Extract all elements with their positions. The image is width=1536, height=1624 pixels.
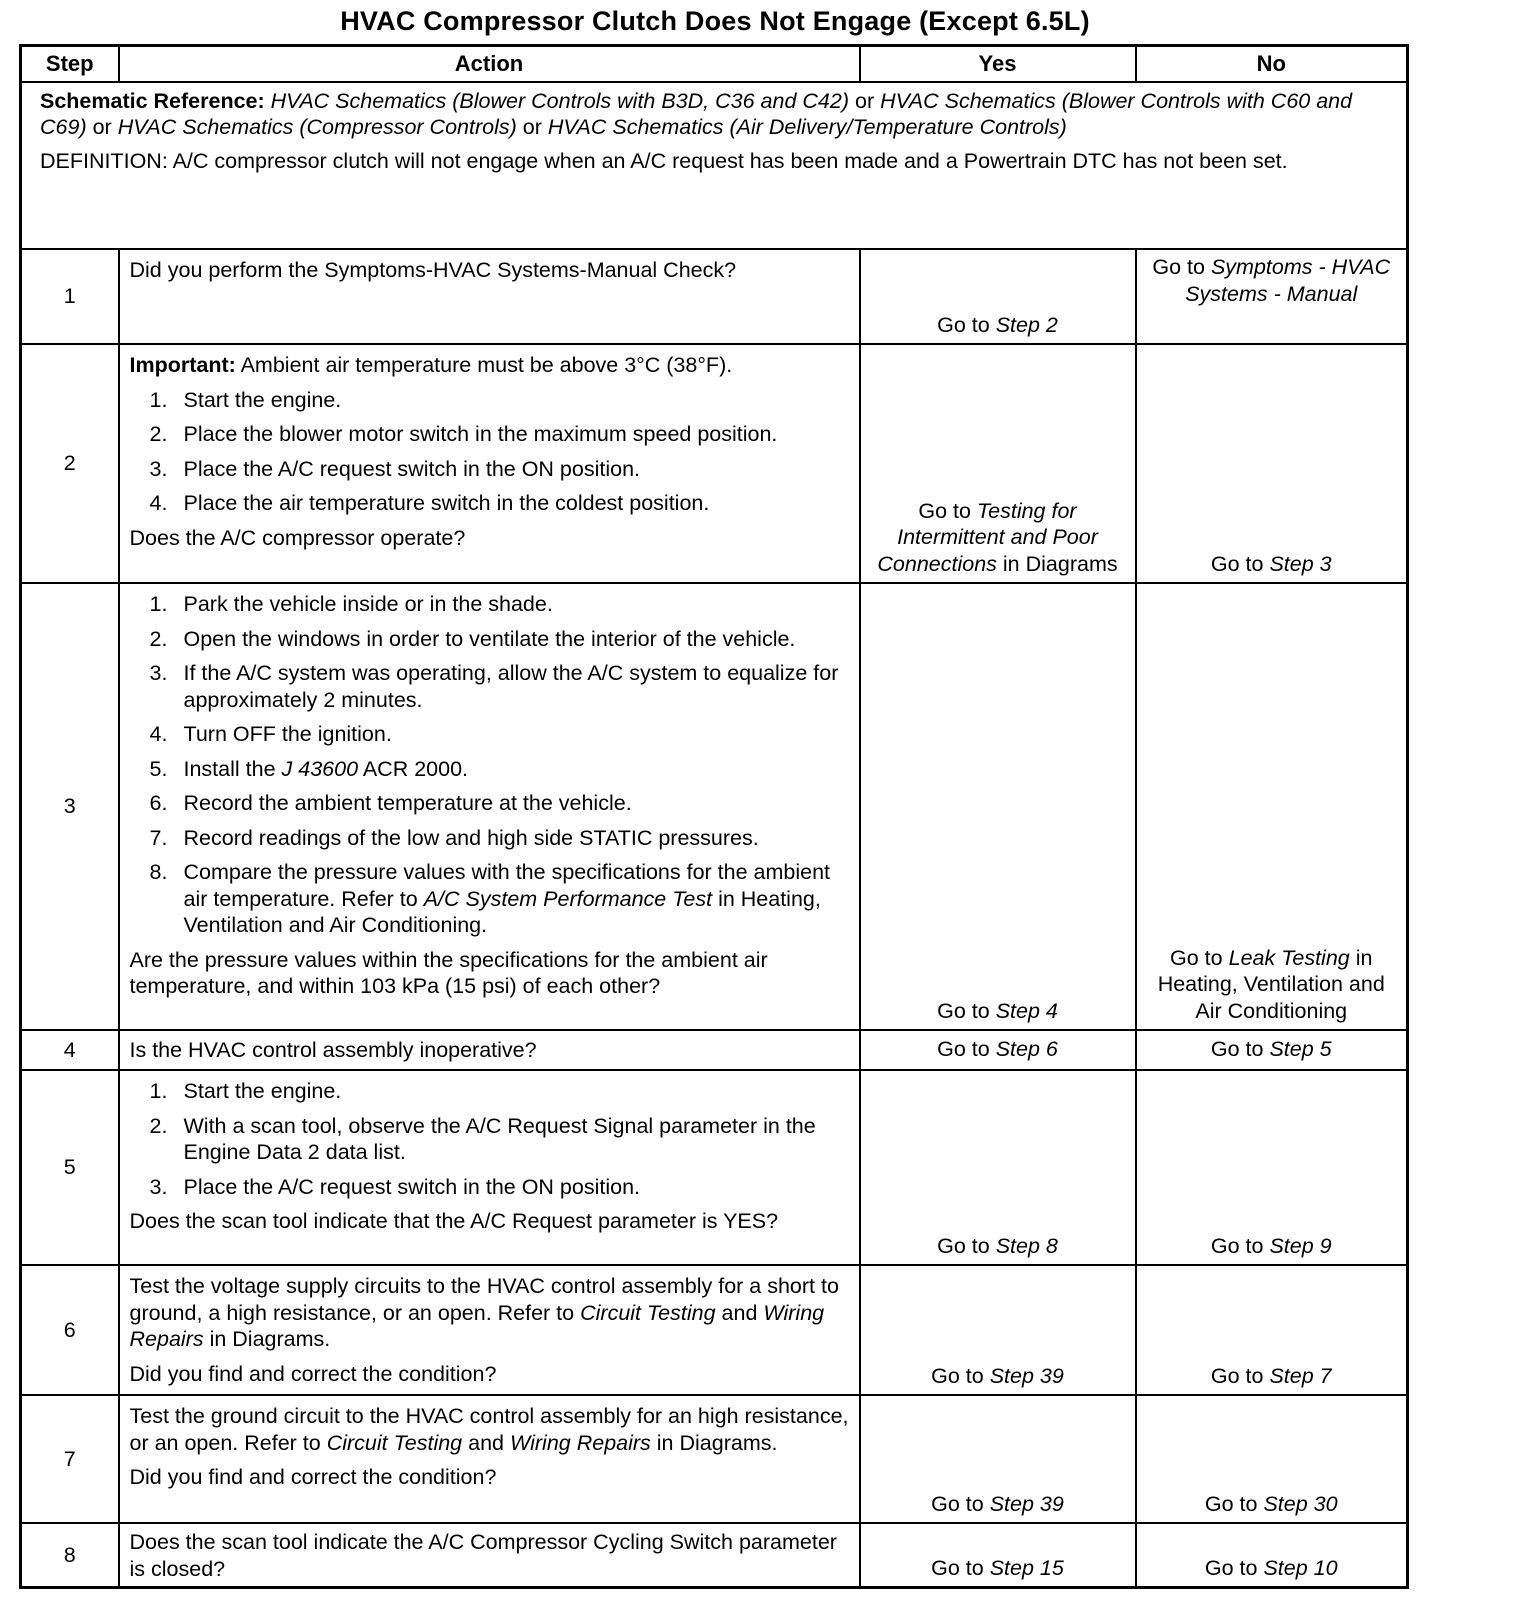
no-cell bbox=[1136, 249, 1408, 344]
yes-target: Step 4 bbox=[995, 998, 1058, 1023]
or-text: or bbox=[522, 115, 542, 139]
list-item: 6. Record the ambient temperature at the vehicle. bbox=[149, 791, 632, 815]
no-target: Step 10 bbox=[1263, 1555, 1338, 1580]
reference-link: A/C System Performance Test bbox=[423, 886, 713, 911]
list-item: 3. Place the A/C request switch in the ON position. bbox=[149, 1174, 641, 1199]
step-number: 5 bbox=[21, 1070, 119, 1265]
step-number: 7 bbox=[21, 1395, 119, 1523]
table-row bbox=[21, 1265, 1408, 1395]
yes-cell bbox=[860, 1395, 1136, 1523]
goto-text: Go to bbox=[937, 312, 990, 337]
action-cell bbox=[119, 583, 860, 1030]
yes-cell bbox=[860, 344, 1136, 583]
yes-cell bbox=[860, 249, 1136, 344]
no-cell bbox=[1136, 1523, 1408, 1588]
goto-text: Go to bbox=[918, 498, 971, 523]
instruction-text: Test the voltage supply circuits to the HVAC control assembly for a short to ground, a high resistance, or an open. Refer to bbox=[129, 1274, 839, 1325]
no-cell bbox=[1136, 344, 1408, 583]
instruction-text: in Diagrams. bbox=[656, 1430, 778, 1455]
reference-row bbox=[21, 82, 1408, 249]
list-item-text: Install the bbox=[183, 756, 276, 781]
step-number: 6 bbox=[21, 1265, 119, 1395]
step-question: Did you perform the Symptoms-HVAC Systems-Manual Check? bbox=[129, 258, 737, 282]
list-item: 5. Install the J 43600 ACR 2000. bbox=[149, 756, 468, 781]
table-row bbox=[21, 1395, 1408, 1523]
list-item-text: Start the engine. bbox=[183, 387, 342, 412]
list-item: 4. Place the air temperature switch in the coldest position. bbox=[149, 491, 710, 515]
step-instruction bbox=[130, 1403, 849, 1456]
definition: DEFINITION: A/C compressor clutch will not engage when an A/C request has been made and a Powertrain DTC has not been set. bbox=[40, 149, 1288, 173]
yes-cell bbox=[860, 1070, 1136, 1265]
action-cell bbox=[119, 344, 860, 583]
list-item: 1. Park the vehicle inside or in the shade. bbox=[149, 592, 553, 616]
step-question: Are the pressure values within the specifications for the ambient air temperature, and within 103 kPa (15 psi) of each other? bbox=[129, 947, 768, 998]
yes-target: Step 39 bbox=[989, 1363, 1064, 1388]
action-cell bbox=[119, 1395, 860, 1523]
and-text: and bbox=[468, 1430, 505, 1455]
list-item: 3. If the A/C system was operating, allow the A/C system to equalize for approximately 2 minutes. bbox=[149, 661, 839, 712]
goto-text: Go to bbox=[931, 1555, 984, 1580]
no-target: Step 9 bbox=[1269, 1233, 1332, 1258]
no-cell bbox=[1136, 583, 1408, 1030]
goto-text: Go to bbox=[937, 1037, 990, 1062]
yes-cell bbox=[860, 1265, 1136, 1395]
goto-text: Go to bbox=[1210, 1363, 1264, 1388]
no-cell bbox=[1136, 1265, 1408, 1395]
yes-target: Step 6 bbox=[995, 1037, 1058, 1062]
step-number: 4 bbox=[21, 1030, 119, 1070]
list-item-text: If the A/C system was operating, allow the A/C system to equalize for approximately 2 minutes. bbox=[183, 661, 839, 712]
step-instruction bbox=[130, 1273, 849, 1353]
list-item-text: With a scan tool, observe the A/C Request Signal parameter in the Engine Data 2 data list. bbox=[183, 1113, 816, 1164]
or-text: or bbox=[854, 89, 875, 113]
list-item-text: Place the blower motor switch in the maximum speed position. bbox=[183, 422, 778, 446]
table-row bbox=[21, 344, 1408, 583]
goto-text: Go to bbox=[931, 1363, 984, 1388]
header-row bbox=[21, 46, 1408, 83]
no-target: Step 7 bbox=[1269, 1363, 1332, 1388]
list-item-text: Turn OFF the ignition. bbox=[183, 722, 392, 746]
reference-link: Circuit Testing bbox=[580, 1300, 716, 1325]
step-question: Does the scan tool indicate that the A/C Request parameter is YES? bbox=[129, 1209, 779, 1233]
yes-suffix: Diagrams bbox=[1025, 551, 1118, 576]
in-text: in bbox=[1355, 945, 1373, 970]
step-question: Did you find and correct the condition? bbox=[129, 1465, 497, 1489]
goto-text: Go to bbox=[1210, 1037, 1264, 1062]
no-suffix: Heating, Ventilation and Air Conditioning bbox=[1157, 972, 1385, 1023]
goto-text: Go to bbox=[931, 1491, 984, 1516]
table-row bbox=[21, 249, 1408, 344]
yes-cell bbox=[860, 1523, 1136, 1588]
schematic-reference-label: Schematic Reference: bbox=[40, 89, 265, 113]
list-item: 3. Place the A/C request switch in the ON position. bbox=[149, 456, 641, 481]
diagnostic-table bbox=[19, 44, 1409, 1589]
action-cell bbox=[119, 1070, 860, 1265]
list-item: 2. With a scan tool, observe the A/C Request Signal parameter in the Engine Data 2 data list. bbox=[149, 1113, 816, 1164]
yes-target: Step 8 bbox=[995, 1233, 1058, 1258]
goto-text: Go to bbox=[1170, 945, 1223, 970]
schematic-reference bbox=[40, 88, 1388, 140]
list-item-text: in Heating, Ventilation and Air Conditioning. bbox=[183, 886, 821, 937]
step-number: 1 bbox=[21, 249, 119, 344]
action-cell bbox=[119, 249, 860, 344]
important-text: Ambient air temperature must be above 3°C (38°F). bbox=[240, 353, 733, 377]
goto-text: Go to bbox=[1204, 1491, 1258, 1516]
step-question: Does the A/C compressor operate? bbox=[129, 525, 466, 550]
yes-cell bbox=[860, 1030, 1136, 1070]
step-number: 8 bbox=[21, 1523, 119, 1588]
list-item-text: Record readings of the low and high side STATIC pressures. bbox=[183, 825, 759, 850]
list-item-text: Compare the pressure values with the specifications for the ambient air temperature. Refer to bbox=[183, 860, 831, 911]
important-note bbox=[130, 352, 849, 379]
reference-link: Circuit Testing bbox=[326, 1430, 463, 1455]
header-yes: Yes bbox=[860, 46, 1136, 83]
in-text: in bbox=[1002, 551, 1020, 576]
yes-target: Step 2 bbox=[995, 312, 1058, 337]
action-cell bbox=[119, 1030, 860, 1070]
page-title: HVAC Compressor Clutch Does Not Engage (Except 6.5L) bbox=[340, 6, 1090, 36]
list-item-text: Place the A/C request switch in the ON position. bbox=[183, 456, 641, 481]
list-item-text: Place the air temperature switch in the coldest position. bbox=[183, 491, 710, 515]
no-cell bbox=[1136, 1070, 1408, 1265]
important-label: Important: bbox=[129, 353, 236, 377]
reference-link: Wiring Repairs bbox=[129, 1300, 825, 1351]
table-row bbox=[21, 1030, 1408, 1070]
goto-text: Go to bbox=[1210, 1233, 1264, 1258]
action-cell bbox=[119, 1265, 860, 1395]
goto-text: Go to bbox=[937, 998, 990, 1023]
list-item: 8. Compare the pressure values with the specifications for the ambient air temperature. Refer to A/C System Performance Test in Heating, Ventilation and Air Conditioning. bbox=[149, 860, 831, 937]
list-item-text: ACR 2000. bbox=[362, 756, 468, 781]
list-item: 7. Record readings of the low and high side STATIC pressures. bbox=[149, 825, 759, 850]
list-item: 2. Open the windows in order to ventilate the interior of the vehicle. bbox=[149, 626, 796, 651]
goto-text: Go to bbox=[1210, 551, 1264, 576]
table-row bbox=[21, 1070, 1408, 1265]
no-target: Symptoms - HVAC Systems - Manual bbox=[1185, 255, 1391, 306]
list-item: 1. Start the engine. bbox=[149, 387, 342, 412]
step-question: Did you find and correct the condition? bbox=[129, 1361, 497, 1386]
no-target: Leak Testing bbox=[1228, 945, 1350, 970]
list-item-text: Start the engine. bbox=[183, 1079, 342, 1103]
schematic-ref-2: HVAC Schematics (Blower Controls with C60 and C69) bbox=[40, 89, 1353, 139]
list-item-text: Place the A/C request switch in the ON position. bbox=[183, 1174, 641, 1199]
action-cell bbox=[119, 1523, 860, 1588]
or-text: or bbox=[92, 115, 112, 139]
step-number: 2 bbox=[21, 344, 119, 583]
table-row bbox=[21, 1523, 1408, 1588]
step-list bbox=[130, 1078, 849, 1200]
list-item: 2. Place the blower motor switch in the maximum speed position. bbox=[149, 422, 778, 446]
schematic-ref-3: HVAC Schematics (Compressor Controls) bbox=[117, 115, 517, 139]
yes-target: Step 15 bbox=[989, 1555, 1064, 1580]
list-item-text: Record the ambient temperature at the vehicle. bbox=[183, 791, 632, 815]
reference-cell bbox=[21, 82, 1408, 249]
step-question: Is the HVAC control assembly inoperative? bbox=[129, 1037, 537, 1062]
yes-target: Step 39 bbox=[989, 1491, 1064, 1516]
no-cell bbox=[1136, 1030, 1408, 1070]
step-list bbox=[130, 387, 849, 517]
goto-text: Go to bbox=[1152, 255, 1205, 279]
schematic-ref-4: HVAC Schematics (Air Delivery/Temperature Controls) bbox=[547, 115, 1067, 139]
reference-link: Wiring Repairs bbox=[510, 1430, 651, 1455]
yes-cell bbox=[860, 583, 1136, 1030]
goto-text: Go to bbox=[1204, 1555, 1258, 1580]
list-item: 1. Start the engine. bbox=[149, 1079, 342, 1103]
no-target: Step 5 bbox=[1269, 1037, 1332, 1062]
list-item-text: Park the vehicle inside or in the shade. bbox=[183, 592, 553, 616]
header-step: Step bbox=[21, 46, 119, 83]
instruction-text: Test the ground circuit to the HVAC control assembly for an high resistance, or an open. Refer to bbox=[129, 1404, 849, 1455]
step-number: 3 bbox=[21, 583, 119, 1030]
list-item-text: Open the windows in order to ventilate the interior of the vehicle. bbox=[183, 626, 796, 651]
goto-text: Go to bbox=[937, 1233, 990, 1258]
instruction-text: in Diagrams. bbox=[209, 1327, 331, 1351]
tool-name: J 43600 bbox=[281, 756, 359, 781]
no-target: Step 3 bbox=[1269, 551, 1332, 576]
no-cell bbox=[1136, 1395, 1408, 1523]
step-question: Does the scan tool indicate the A/C Compressor Cycling Switch parameter is closed? bbox=[129, 1530, 837, 1581]
step-list bbox=[130, 591, 849, 939]
and-text: and bbox=[721, 1300, 758, 1325]
table-row bbox=[21, 583, 1408, 1030]
yes-target: Testing for Intermittent and Poor Connections bbox=[877, 498, 1098, 576]
no-target: Step 30 bbox=[1263, 1491, 1338, 1516]
header-action: Action bbox=[119, 46, 860, 83]
list-item: 4. Turn OFF the ignition. bbox=[149, 722, 392, 746]
header-no: No bbox=[1136, 46, 1408, 83]
schematic-ref-1: HVAC Schematics (Blower Controls with B3D, C36 and C42) bbox=[270, 89, 849, 113]
